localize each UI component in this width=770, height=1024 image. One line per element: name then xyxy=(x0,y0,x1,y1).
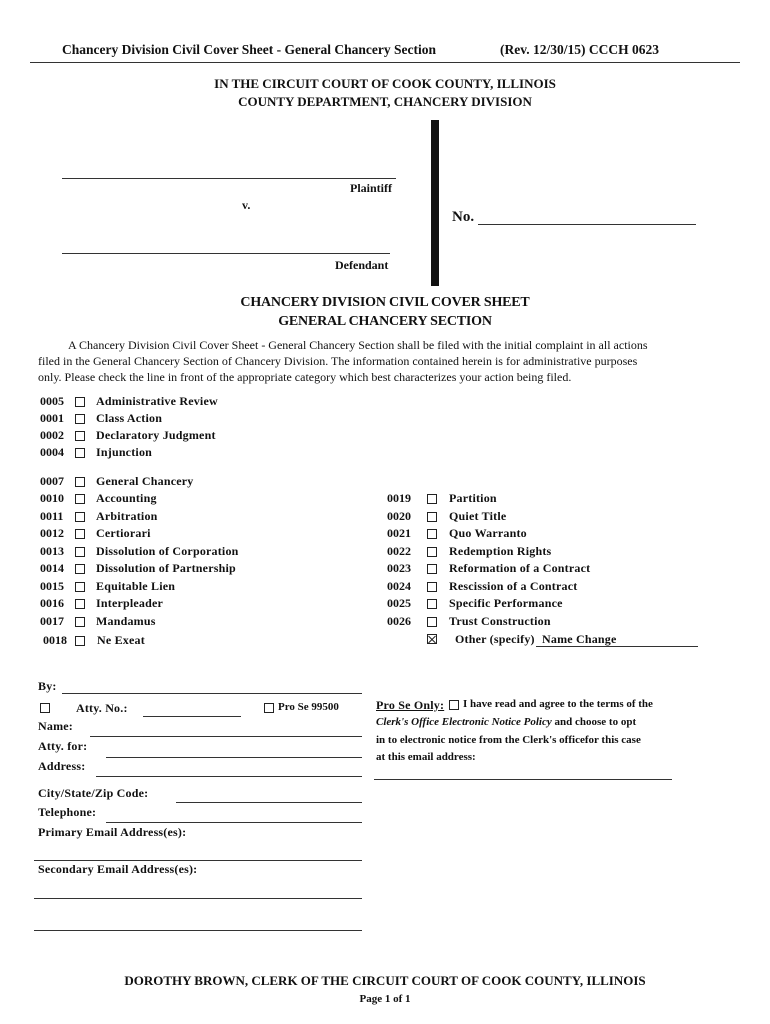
category-label: Declaratory Judgment xyxy=(96,428,216,442)
category-code: 0023 xyxy=(387,561,411,575)
category-code: 0013 xyxy=(40,544,64,558)
footer-page-number: Page 1 of 1 xyxy=(359,993,411,1005)
category-label: Accounting xyxy=(96,491,157,505)
address-label: Address: xyxy=(38,759,86,773)
category-label: Interpleader xyxy=(96,596,164,610)
category-label: General Chancery xyxy=(96,474,194,488)
category-code: 0001 xyxy=(40,411,64,425)
category-code: 0024 xyxy=(387,578,411,593)
atty-for-label: Atty. for: xyxy=(38,739,88,753)
pro-se-checkbox[interactable] xyxy=(264,703,274,713)
category-checkbox[interactable] xyxy=(75,414,85,424)
category-code: 0004 xyxy=(40,445,64,459)
category-code: 0018 xyxy=(43,633,67,647)
form-title: CHANCERY DIVISION CIVIL COVER SHEET xyxy=(240,295,530,310)
category-checkbox[interactable] xyxy=(75,617,85,627)
category-label: Redemption Rights xyxy=(449,543,552,558)
category-checkbox[interactable] xyxy=(75,397,85,407)
category-code: 0026 xyxy=(387,613,411,628)
city-state-zip-line[interactable] xyxy=(176,802,362,803)
defendant-label: Defendant xyxy=(335,258,389,272)
category-label: Dissolution of Partnership xyxy=(96,561,236,575)
secondary-email-line-1[interactable] xyxy=(34,898,362,899)
category-checkbox[interactable] xyxy=(427,582,437,592)
other-specify-value[interactable]: Name Change xyxy=(542,632,617,646)
category-label: Specific Performance xyxy=(449,596,563,610)
category-checkbox[interactable] xyxy=(427,599,437,609)
defendant-line[interactable] xyxy=(62,253,390,254)
category-label: Administrative Review xyxy=(96,394,218,408)
category-label: Quiet Title xyxy=(449,508,507,523)
category-label: Dissolution of Corporation xyxy=(96,544,239,558)
category-code: 0014 xyxy=(40,561,64,575)
other-label: Other (specify) xyxy=(455,632,535,646)
footer-clerk: DOROTHY BROWN, CLERK OF THE CIRCUIT COURT OF COOK COUNTY, ILLINOIS xyxy=(124,973,646,988)
category-checkbox[interactable] xyxy=(75,431,85,441)
other-specify-line xyxy=(536,646,698,647)
caption-divider-bar xyxy=(431,120,439,286)
by-line[interactable] xyxy=(62,693,362,694)
pro-se-email-line[interactable] xyxy=(374,779,672,780)
address-line[interactable] xyxy=(96,776,362,777)
header-rule xyxy=(30,62,740,63)
versus-label: v. xyxy=(242,198,251,212)
primary-email-label: Primary Email Address(es): xyxy=(38,825,187,839)
category-checkbox[interactable] xyxy=(75,582,85,592)
category-checkbox[interactable] xyxy=(427,547,437,557)
category-checkbox[interactable] xyxy=(75,564,85,574)
category-checkbox[interactable] xyxy=(427,617,437,627)
atty-checkbox[interactable] xyxy=(40,703,50,713)
plaintiff-line[interactable] xyxy=(62,178,396,179)
category-label: Arbitration xyxy=(96,509,158,523)
category-checkbox[interactable] xyxy=(75,448,85,458)
category-label: Trust Construction xyxy=(449,613,551,628)
category-checkbox[interactable] xyxy=(75,477,85,487)
header-title: Chancery Division Civil Cover Sheet - General Chancery Section xyxy=(62,42,436,57)
category-code: 0011 xyxy=(40,509,64,523)
category-code: 0020 xyxy=(387,508,411,523)
name-label: Name: xyxy=(38,719,73,733)
instructions-line-1: A Chancery Division Civil Cover Sheet - General Chancery Section shall be filed with the initial complaint in all actions xyxy=(68,338,648,352)
category-label: Partition xyxy=(449,491,497,505)
pro-se-text-4: at this email address: xyxy=(376,751,476,763)
court-name: IN THE CIRCUIT COURT OF COOK COUNTY, ILLINOIS xyxy=(214,76,556,91)
instructions-line-2: filed in the General Chancery Section of Chancery Division. The information contained herein is for administrative purposes xyxy=(38,354,638,368)
category-checkbox[interactable] xyxy=(427,529,437,539)
category-checkbox[interactable] xyxy=(75,599,85,609)
category-code: 0022 xyxy=(387,543,411,558)
court-department: COUNTY DEPARTMENT, CHANCERY DIVISION xyxy=(238,94,532,109)
pro-se-optin-checkbox[interactable] xyxy=(449,700,459,710)
atty-no-label: Atty. No.: xyxy=(76,701,128,715)
category-checkbox[interactable] xyxy=(75,636,85,646)
category-checkbox[interactable] xyxy=(75,494,85,504)
telephone-label: Telephone: xyxy=(38,805,97,819)
category-checkbox[interactable] xyxy=(427,564,437,574)
category-label: Rescission of a Contract xyxy=(449,578,578,593)
plaintiff-label: Plaintiff xyxy=(350,181,392,195)
pro-se-label: Pro Se 99500 xyxy=(278,701,339,713)
category-checkbox[interactable] xyxy=(427,494,437,504)
secondary-email-label: Secondary Email Address(es): xyxy=(38,862,198,876)
category-checkbox[interactable] xyxy=(75,547,85,557)
atty-for-line[interactable] xyxy=(106,757,362,758)
case-number-label: No. xyxy=(452,209,475,225)
category-code: 0010 xyxy=(40,491,64,505)
category-label: Certiorari xyxy=(96,526,151,540)
pro-se-text-2 xyxy=(376,716,636,728)
category-label: Injunction xyxy=(96,445,153,459)
category-label: Reformation of a Contract xyxy=(449,561,591,575)
pro-se-heading: Pro Se Only: xyxy=(376,698,445,712)
category-code: 0021 xyxy=(387,526,411,540)
category-code: 0016 xyxy=(40,596,64,610)
notice-policy-title: Clerk's Office Electronic Notice Policy xyxy=(376,716,552,728)
category-code: 0007 xyxy=(40,474,64,488)
category-code: 0012 xyxy=(40,526,64,540)
name-line[interactable] xyxy=(90,736,362,737)
category-label: Mandamus xyxy=(96,614,156,628)
instructions-line-3: only. Please check the line in front of the appropriate category which best characterizes your action being filed. xyxy=(38,370,572,384)
form-subtitle: GENERAL CHANCERY SECTION xyxy=(278,314,492,329)
telephone-line[interactable] xyxy=(106,822,362,823)
category-code: 0017 xyxy=(40,614,64,628)
by-label: By: xyxy=(38,679,57,693)
pro-se-text-1: I have read and agree to the terms of the xyxy=(463,698,653,710)
category-label: Ne Exeat xyxy=(97,633,145,647)
category-label: Quo Warranto xyxy=(449,526,527,540)
category-code: 0015 xyxy=(40,579,64,593)
category-checkbox[interactable] xyxy=(75,529,85,539)
pro-se-text-2-rest: and choose to opt xyxy=(551,716,637,728)
pro-se-text-3: in to electronic notice from the Clerk's officefor this case xyxy=(376,734,641,746)
category-label: Equitable Lien xyxy=(96,579,176,593)
category-label: Class Action xyxy=(96,411,163,425)
category-checkbox[interactable] xyxy=(427,512,437,522)
primary-email-line[interactable] xyxy=(34,860,362,861)
category-code: 0002 xyxy=(40,428,64,442)
city-state-zip-label: City/State/Zip Code: xyxy=(38,786,149,800)
category-code: 0019 xyxy=(387,491,411,505)
category-code: 0025 xyxy=(387,596,411,610)
secondary-email-line-2[interactable] xyxy=(34,930,362,931)
other-checkbox[interactable] xyxy=(427,634,437,644)
category-checkbox[interactable] xyxy=(75,512,85,522)
header-revision: (Rev. 12/30/15) CCCH 0623 xyxy=(500,42,659,57)
atty-no-line[interactable] xyxy=(143,716,241,717)
case-number-field[interactable] xyxy=(478,224,696,225)
category-code: 0005 xyxy=(40,394,64,408)
